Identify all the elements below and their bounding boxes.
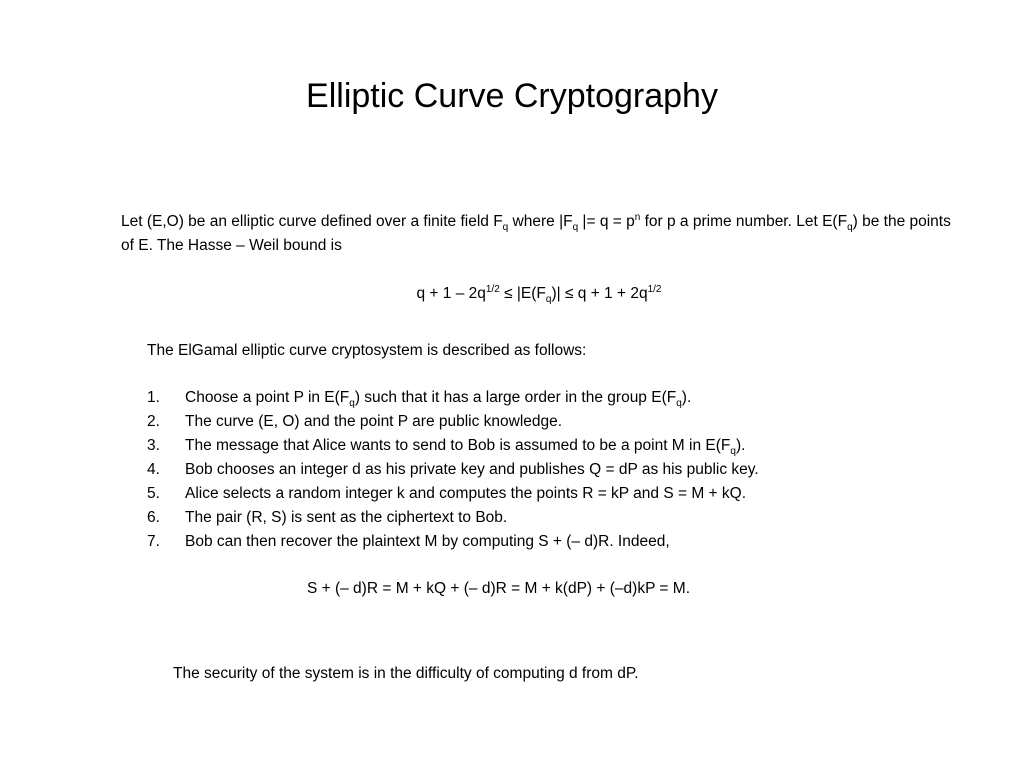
subscript-q: q: [730, 446, 736, 458]
elgamal-intro: The ElGamal elliptic curve cryptosystem is described as follows:: [147, 342, 587, 359]
step-3: [147, 434, 947, 458]
intro-text-4: for p a prime number. Let E(F: [640, 213, 848, 230]
step-number: 1.: [147, 389, 160, 406]
superscript-half: 1/2: [485, 283, 500, 295]
step-1: [147, 386, 947, 410]
security-statement: The security of the system is in the difficulty of computing d from dP.: [173, 665, 639, 682]
slide-title: Elliptic Curve Cryptography: [306, 77, 718, 115]
step-text: The pair (R, S) is sent as the ciphertext to Bob.: [185, 509, 508, 526]
hasse-weil-bound: [0, 282, 1024, 306]
subscript-q: q: [545, 294, 552, 306]
intro-text-5: ) be the points of E. The Hasse – Weil bound is: [121, 213, 951, 254]
step-text: Bob can then recover the plaintext M by computing S + (– d)R. Indeed,: [185, 533, 670, 550]
intro-text-1: Let (E,O) be an elliptic curve defined over a finite field F: [121, 213, 503, 230]
step-number: 2.: [147, 413, 160, 430]
step-number: 4.: [147, 461, 160, 478]
subscript-q: q: [502, 222, 509, 234]
elgamal-steps-list: [147, 386, 947, 554]
step-number: 6.: [147, 509, 160, 526]
step-5: [147, 482, 947, 506]
subscript-q: q: [847, 222, 853, 234]
step-3-text-1: The message that Alice wants to send to Bob is assumed to be a point M in E(F: [185, 437, 731, 454]
hasse-text-2: ≤ |E(F: [499, 285, 546, 302]
decryption-equation: S + (– d)R = M + kQ + (– d)R = M + k(dP) + (–d)kP = M.: [306, 580, 691, 597]
subscript-q: q: [349, 398, 355, 410]
step-3-text-2: ).: [735, 437, 746, 454]
superscript-half: 1/2: [647, 283, 662, 295]
step-7: [147, 530, 947, 554]
step-text: [185, 386, 691, 410]
intro-text-2: where |F: [508, 213, 573, 230]
intro-text-3: |= q = p: [578, 213, 635, 230]
step-text: Bob chooses an integer d as his private key and publishes Q = dP as his public key.: [185, 461, 759, 478]
step-number: 5.: [147, 485, 160, 502]
hasse-text-1: q + 1 – 2q: [416, 285, 486, 302]
step-4: [147, 458, 947, 482]
step-6: [147, 506, 947, 530]
hasse-text-3: )| ≤ q + 1 + 2q: [551, 285, 648, 302]
step-text: Alice selects a random integer k and computes the points R = kP and S = M + kQ.: [185, 485, 747, 502]
step-2: [147, 410, 947, 434]
step-1-text-1: Choose a point P in E(F: [185, 389, 350, 406]
intro-paragraph: [121, 210, 961, 258]
step-number: 7.: [147, 533, 160, 550]
step-text: The curve (E, O) and the point P are public knowledge.: [185, 413, 563, 430]
step-number: 3.: [147, 437, 160, 454]
superscript-n: n: [634, 211, 641, 223]
step-text: [185, 434, 745, 458]
step-1-text-2: ) such that it has a large order in the group E(F: [354, 389, 677, 406]
step-1-text-3: ).: [681, 389, 692, 406]
subscript-q: q: [572, 222, 579, 234]
subscript-q: q: [676, 398, 682, 410]
